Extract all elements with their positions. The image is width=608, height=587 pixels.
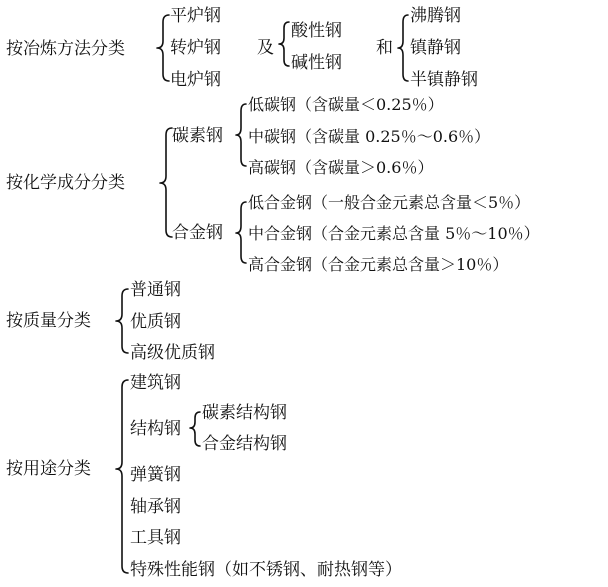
item-deox-2: 镇静钢	[410, 38, 461, 58]
item-carbon-high: 高碳钢（含碳量＞0.6％）	[248, 158, 434, 177]
item-building: 建筑钢	[130, 373, 181, 393]
item-structural-carbon: 碳素结构钢	[202, 403, 287, 423]
item-structural-alloy: 合金结构钢	[202, 434, 287, 454]
item-tool: 工具钢	[130, 528, 181, 548]
item-alloy-high: 高合金钢（合金元素总含量＞10％）	[248, 255, 509, 274]
brace-usage	[116, 380, 128, 573]
item-deox-3: 半镇静钢	[410, 70, 478, 90]
brace-acid-basic	[279, 22, 289, 66]
connector-and: 及	[257, 38, 274, 58]
item-carbon-low: 低碳钢（含碳量＜0.25％）	[248, 95, 444, 114]
item-bearing: 轴承钢	[130, 497, 181, 517]
label-chemical: 按化学成分分类	[6, 173, 125, 193]
item-deox-1: 沸腾钢	[410, 6, 461, 26]
item-furnace-3: 电炉钢	[170, 70, 221, 90]
item-acid: 酸性钢	[291, 21, 342, 41]
label-alloy: 合金钢	[172, 223, 223, 243]
brace-carbon	[236, 104, 246, 166]
item-basic: 碱性钢	[291, 53, 342, 73]
item-alloy-low: 低合金钢（一般合金元素总含量＜5％）	[248, 193, 531, 212]
item-carbon-mid: 中碳钢（含碳量 0.25％～0.6％）	[248, 127, 491, 146]
brace-smelting	[157, 15, 169, 81]
item-furnace-2: 转炉钢	[170, 38, 221, 58]
label-quality: 按质量分类	[6, 311, 91, 331]
item-quality-1: 普通钢	[130, 280, 181, 300]
item-furnace-1: 平炉钢	[170, 6, 221, 26]
item-special: 特殊性能钢（如不锈钢、耐热钢等）	[130, 560, 402, 580]
label-structural: 结构钢	[130, 419, 181, 439]
connector-and-2: 和	[376, 38, 393, 58]
label-smelting: 按冶炼方法分类	[6, 39, 125, 59]
label-usage: 按用途分类	[6, 459, 91, 479]
brace-alloy	[236, 202, 246, 263]
brace-deoxidation	[398, 15, 408, 81]
item-quality-3: 高级优质钢	[130, 343, 215, 363]
label-carbon: 碳素钢	[172, 126, 223, 146]
item-quality-2: 优质钢	[130, 312, 181, 332]
item-alloy-mid: 中合金钢（合金元素总含量 5％～10％）	[248, 224, 540, 243]
brace-chemical	[160, 128, 172, 237]
brace-quality	[116, 289, 128, 353]
brace-structural	[190, 412, 200, 446]
item-spring: 弹簧钢	[130, 465, 181, 485]
